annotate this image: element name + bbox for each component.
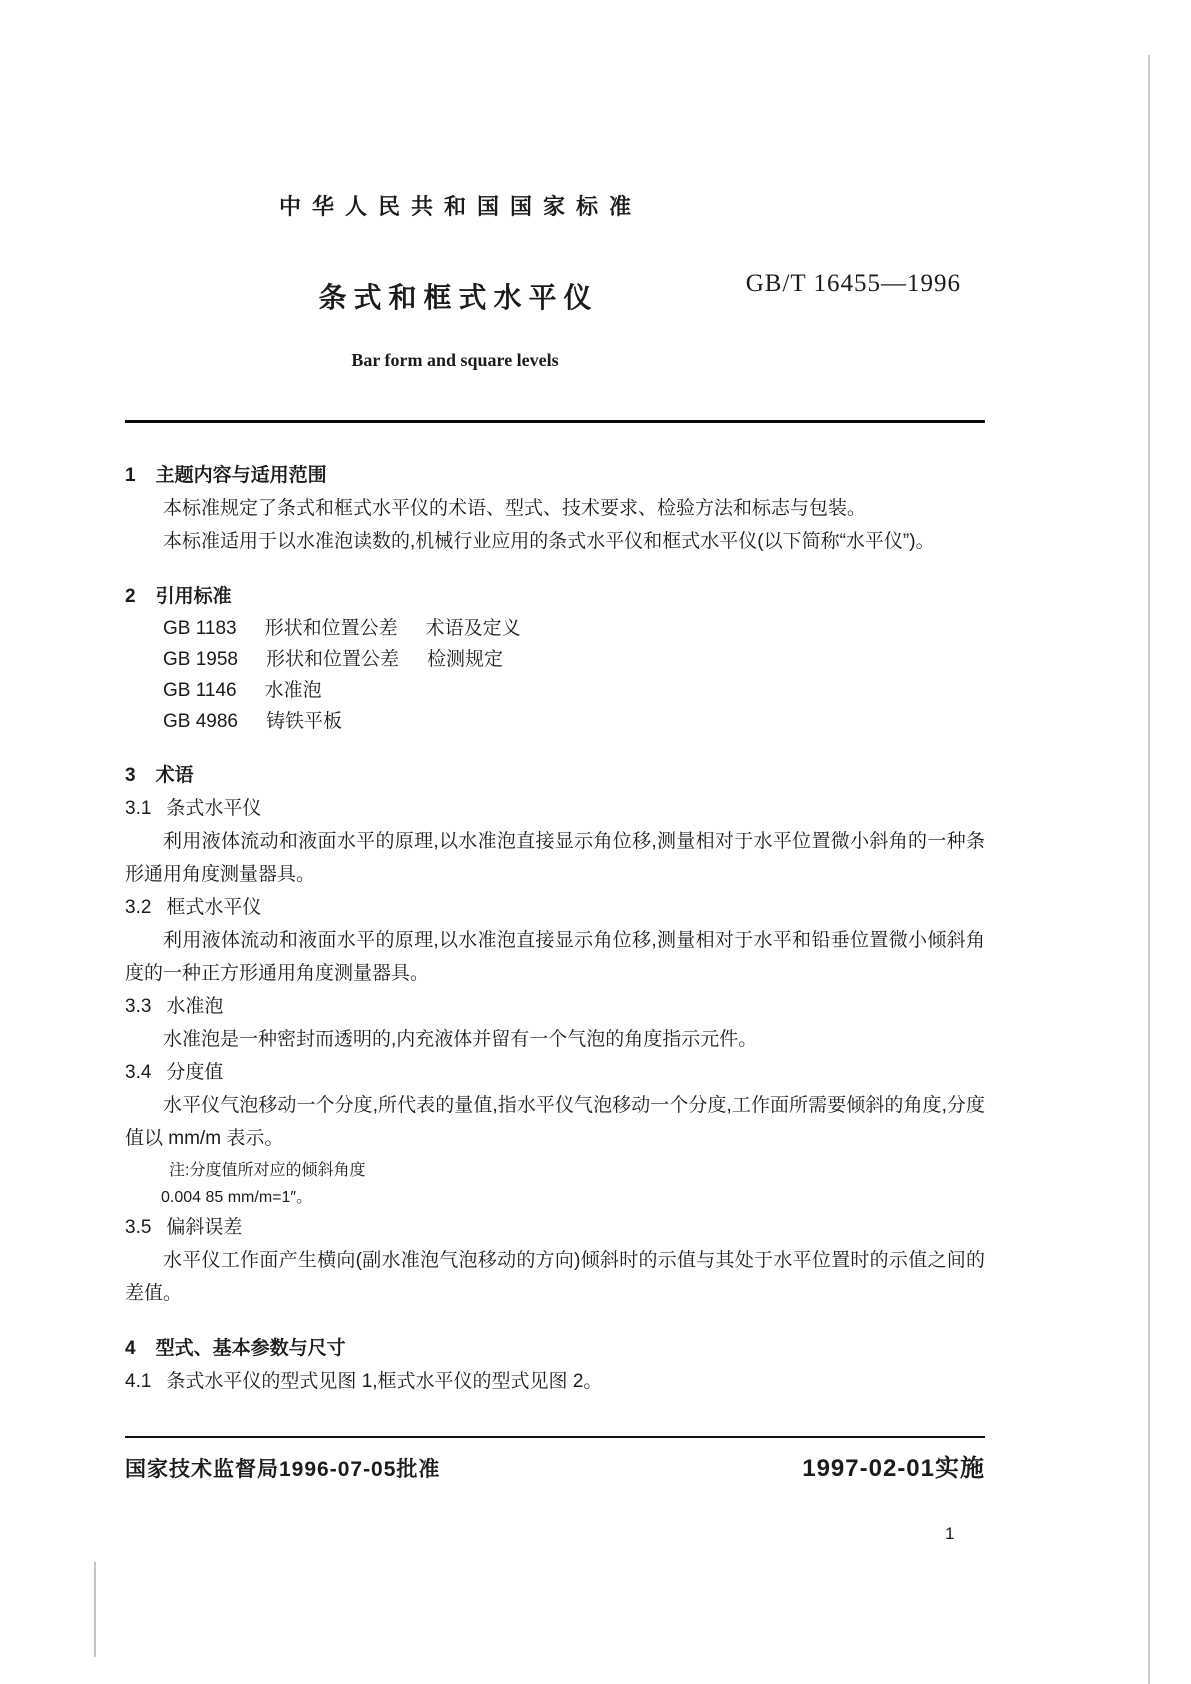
reference-list [125,613,985,737]
page-content [125,0,985,1398]
subsection-3-5 [125,1211,985,1310]
subsection-heading [125,792,985,825]
subsection-title: 分度值 [166,1062,224,1083]
implementation-text: 1997-02-01实施 [802,1455,985,1482]
subsection-4-1 [125,1365,985,1398]
subsection-title: 框式水平仪 [166,897,262,918]
reference-name: 形状和位置公差 [266,649,400,670]
scan-artifact-line [94,1562,96,1657]
header-divider [125,420,985,423]
reference-code: GB 4986 [163,711,238,732]
paragraph: 利用液体流动和液面水平的原理,以水准泡直接显示角位移,测量相对于水平和铅垂位置微小倾斜角度的一种正方形通用角度测量器具。 [125,930,985,984]
paragraph: 本标准适用于以水准泡读数的,机械行业应用的条式水平仪和框式水平仪(以下简称“水平仪”)。 [163,531,935,552]
subsection-title: 条式水平仪 [166,798,262,819]
subsection-heading [125,891,985,924]
reference-name: 水准泡 [264,680,322,701]
subsection-number: 4.1 [125,1371,152,1392]
subsection-number: 3.3 [125,996,152,1017]
subsection-heading [125,1056,985,1089]
approval-text: 国家技术监督局1996-07-05批准 [125,1458,441,1481]
paragraph: 利用液体流动和液面水平的原理,以水准泡直接显示角位移,测量相对于水平位置微小斜角的一种条形通用角度测量器具。 [125,831,985,885]
subsection-3-3 [125,990,985,1056]
reference-part: 检测规定 [427,649,504,670]
scan-artifact-line [1148,55,1150,1684]
paragraph: 本标准规定了条式和框式水平仪的术语、型式、技术要求、检验方法和标志与包装。 [163,498,867,519]
reference-item [163,675,985,706]
subsection-number: 3.2 [125,897,152,918]
subsection-heading [125,990,985,1023]
reference-item [163,613,985,644]
national-standard-label: 中华人民共和国国家标准 [278,194,642,219]
section-heading [125,459,985,492]
document-footer [125,1448,985,1483]
reference-item [163,644,985,675]
document-title: 条式和框式水平仪 [318,282,599,313]
page-number: 1 [945,1524,955,1543]
reference-item [163,706,985,737]
paragraph: 水平仪气泡移动一个分度,所代表的量值,指水平仪气泡移动一个分度,工作面所需要倾斜的角度,分度值以 mm/m 表示。 [125,1095,985,1149]
subsection-number: 3.4 [125,1062,152,1083]
footer-divider [125,1436,985,1438]
reference-code: GB 1183 [163,618,237,639]
subsection-3-2 [125,891,985,990]
section-heading [125,759,985,792]
subsection-3-1 [125,792,985,891]
reference-code: GB 1958 [163,649,238,670]
subsection-title: 水准泡 [166,996,224,1017]
subsection-number: 3.5 [125,1217,152,1238]
standard-number: GB/T 16455—1996 [745,270,961,297]
section-types [125,1332,985,1398]
formula-text: 0.004 85 mm/m=1″。 [161,1189,313,1206]
reference-name: 铸铁平板 [266,711,343,732]
section-number: 4 [125,1338,136,1359]
subsection-title: 偏斜误差 [166,1217,243,1238]
section-title: 术语 [155,765,194,786]
section-title: 型式、基本参数与尺寸 [155,1338,346,1359]
subsection-3-4 [125,1056,985,1211]
reference-code: GB 1146 [163,680,237,701]
section-number: 2 [125,586,136,607]
section-heading [125,1332,985,1365]
note-text: 注:分度值所对应的倾斜角度 [169,1162,366,1179]
section-heading [125,580,985,613]
english-title: Bar form and square levels [351,350,559,370]
header-title-block [125,0,785,372]
section-terms [125,759,985,1310]
section-title: 引用标准 [155,586,232,607]
reference-part: 术语及定义 [425,618,521,639]
subsection-text: 条式水平仪的型式见图 1,框式水平仪的型式见图 2。 [166,1371,603,1392]
paragraph: 水准泡是一种密封而透明的,内充液体并留有一个气泡的角度指示元件。 [163,1029,758,1050]
section-number: 1 [125,465,136,486]
subsection-number: 3.1 [125,798,152,819]
section-title: 主题内容与适用范围 [155,465,327,486]
section-number: 3 [125,765,136,786]
paragraph: 水平仪工作面产生横向(副水准泡气泡移动的方向)倾斜时的示值与其处于水平位置时的示值之间的差值。 [125,1250,985,1304]
section-scope [125,459,985,558]
reference-name: 形状和位置公差 [264,618,398,639]
section-references [125,580,985,737]
document-body [125,459,985,1398]
document-header [125,0,985,423]
subsection-heading [125,1211,985,1244]
